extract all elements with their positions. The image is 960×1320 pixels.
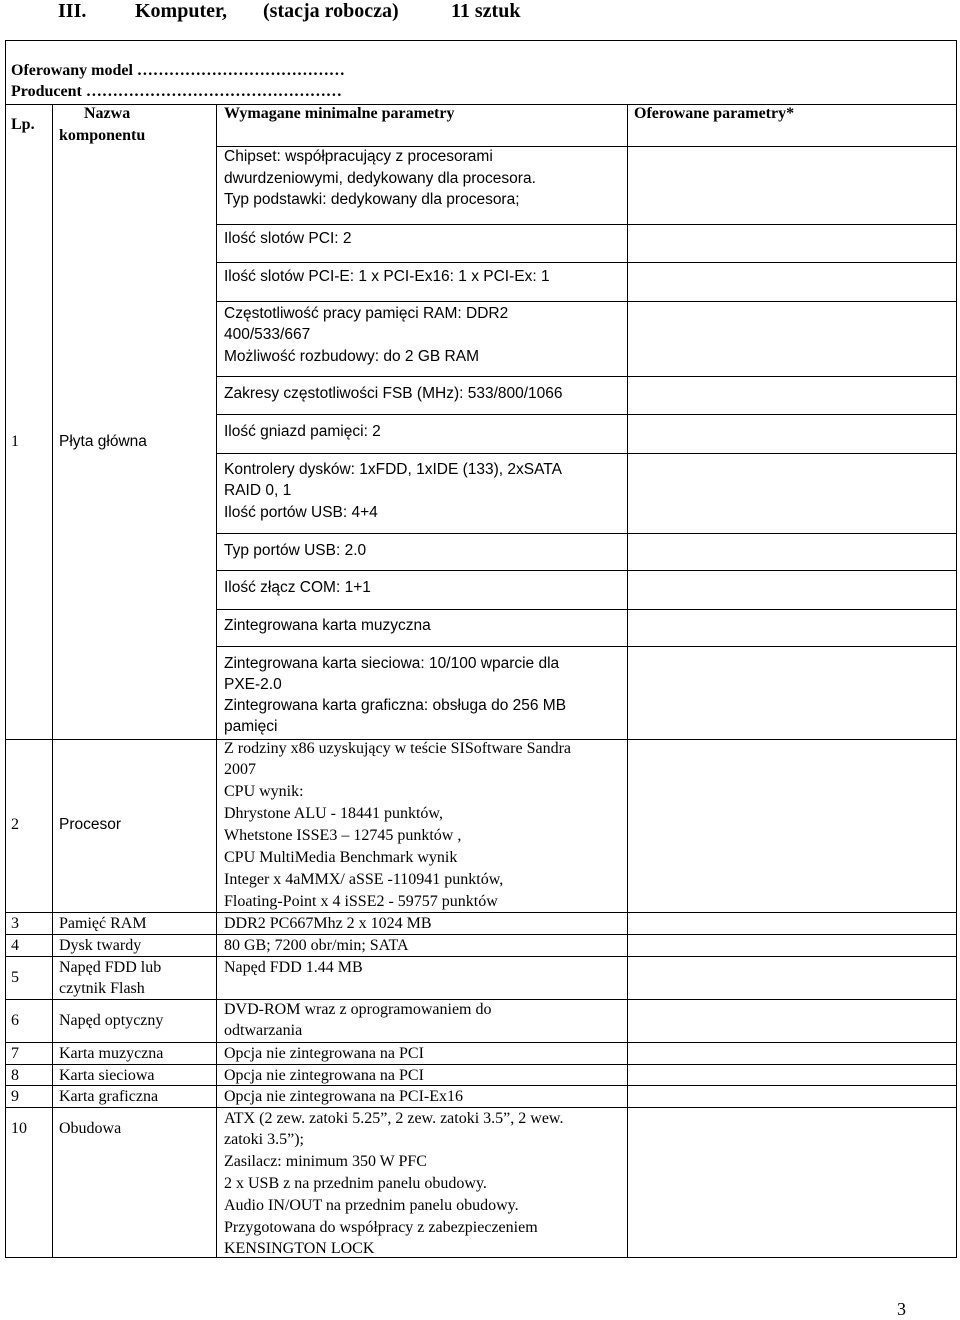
row10-line6: Przygotowana do współpracy z zabezpieczeniem <box>224 1219 538 1236</box>
row5-required: Napęd FDD 1.44 MB <box>224 959 363 976</box>
mb-sep <box>216 533 957 534</box>
mb-name: Płyta główna <box>59 433 147 450</box>
mb-ram-line1: Częstotliwość pracy pamięci RAM: DDR2 <box>224 305 509 322</box>
row7-lp: 7 <box>11 1045 19 1062</box>
row7-required: Opcja nie zintegrowana na PCI <box>224 1045 424 1062</box>
row10-line5: Audio IN/OUT na przednim panelu obudowy. <box>224 1197 519 1214</box>
row6-name: Napęd optyczny <box>59 1012 164 1029</box>
cpu-line4: Dhrystone ALU - 18441 punktów, <box>224 805 443 822</box>
header-top-rule <box>5 104 957 105</box>
cpu-name: Procesor <box>59 816 122 833</box>
row3-lp: 3 <box>11 915 19 932</box>
row8-lp: 8 <box>11 1067 19 1084</box>
row10-line1: ATX (2 zew. zatoki 5.25”, 2 zew. zatoki 3.5”, 2 wew. <box>224 1110 564 1127</box>
header-lp: Lp. <box>11 116 35 133</box>
row10-line4: 2 x USB z na przednim panelu obudowy. <box>224 1175 487 1192</box>
cpu-lp: 2 <box>11 816 19 833</box>
row8-name: Karta sieciowa <box>59 1067 155 1084</box>
header-name-line2: komponentu <box>59 127 146 144</box>
mb-pcie-slots: Ilość slotów PCI-E: 1 x PCI-Ex16: 1 x PCI-Ex: 1 <box>224 268 550 285</box>
cpu-line8: Floating-Point x 4 iSSE2 - 59757 punktów <box>224 893 498 910</box>
mb-network-line1: Zintegrowana karta sieciowa: 10/100 wparcie dla <box>224 655 560 672</box>
cpu-line6: CPU MultiMedia Benchmark wynik <box>224 849 458 866</box>
row8-required: Opcja nie zintegrowana na PCI <box>224 1067 424 1084</box>
mb-memory-slots: Ilość gniazd pamięci: 2 <box>224 423 381 440</box>
row10-lp: 10 <box>11 1120 27 1137</box>
mb-sep <box>216 262 957 263</box>
mb-fsb: Zakresy częstotliwości FSB (MHz): 533/800/1066 <box>224 385 563 402</box>
row9-required: Opcja nie zintegrowana na PCI-Ex16 <box>224 1088 464 1105</box>
mb-sep <box>216 301 957 302</box>
cpu-line7: Integer x 4aMMX/ aSSE -110941 punktów, <box>224 871 504 888</box>
header-required: Wymagane minimalne parametry <box>224 105 455 122</box>
row4-lp: 4 <box>11 937 19 954</box>
mb-audio: Zintegrowana karta muzyczna <box>224 617 431 634</box>
heading-number: III. <box>58 0 87 22</box>
offered-model-line: Oferowany model ………………………………… <box>11 62 345 79</box>
page-number: 3 <box>897 1299 906 1319</box>
row10-line7: KENSINGTON LOCK <box>224 1240 375 1257</box>
header-name-line1: Nazwa <box>84 105 131 122</box>
cpu-line5: Whetstone ISSE3 – 12745 punktów , <box>224 827 462 844</box>
row10-line2: zatoki 3.5”); <box>224 1131 304 1148</box>
row9-lp: 9 <box>11 1088 19 1105</box>
header-offered: Oferowane parametry* <box>634 105 795 122</box>
mb-chipset-line2: dwurdzeniowymi, dedykowany dla procesora. <box>224 170 536 187</box>
mb-expansion: Możliwość rozbudowy: do 2 GB RAM <box>224 348 479 365</box>
mb-socket: Typ podstawki: dedykowany dla procesora; <box>224 191 520 208</box>
cpu-line2: 2007 <box>224 761 256 778</box>
mb-sep <box>216 224 957 225</box>
mb-graphics-line2: pamięci <box>224 718 278 735</box>
mb-lp: 1 <box>11 433 19 450</box>
row6-required-line1: DVD-ROM wraz z oprogramowaniem do <box>224 1001 492 1018</box>
row5-lp: 5 <box>11 969 19 986</box>
heading-subtitle: (stacja robocza) <box>263 0 399 22</box>
mb-network-line2: PXE-2.0 <box>224 676 282 693</box>
row6-lp: 6 <box>11 1012 19 1029</box>
mb-controllers-line2: RAID 0, 1 <box>224 482 292 499</box>
row-sep <box>5 934 957 935</box>
heading-quantity: 11 sztuk <box>451 0 521 22</box>
mb-usb-ports: Ilość portów USB: 4+4 <box>224 504 378 521</box>
mb-usb-type: Typ portów USB: 2.0 <box>224 542 367 559</box>
row10-name: Obudowa <box>59 1120 122 1137</box>
row5-name-line2: czytnik Flash <box>59 980 145 997</box>
row9-name: Karta graficzna <box>59 1088 159 1105</box>
cpu-line3: CPU wynik: <box>224 783 304 800</box>
mb-pci-slots: Ilość slotów PCI: 2 <box>224 230 352 247</box>
row4-name: Dysk twardy <box>59 937 142 954</box>
mb-graphics-line1: Zintegrowana karta graficzna: obsługa do 256 MB <box>224 697 567 714</box>
producer-line: Producent ………………………………………… <box>11 83 342 100</box>
mb-chipset-line1: Chipset: współpracujący z procesorami <box>224 148 493 165</box>
mb-sep <box>216 609 957 610</box>
mb-com-ports: Ilość złącz COM: 1+1 <box>224 579 371 596</box>
mb-sep <box>216 414 957 415</box>
row5-name-line1: Napęd FDD lub <box>59 959 162 976</box>
row4-required: 80 GB; 7200 obr/min; SATA <box>224 937 409 954</box>
row10-line3: Zasilacz: minimum 350 W PFC <box>224 1153 427 1170</box>
mb-sep <box>216 570 957 571</box>
row7-name: Karta muzyczna <box>59 1045 164 1062</box>
heading-title: Komputer, <box>135 0 228 22</box>
mb-sep <box>216 376 957 377</box>
mb-sep <box>216 646 957 647</box>
mb-controllers-line1: Kontrolery dysków: 1xFDD, 1xIDE (133), 2xSATA <box>224 461 562 478</box>
row6-required-line2: odtwarzania <box>224 1022 303 1039</box>
cpu-line1: Z rodziny x86 uzyskujący w teście SISoftware Sandra <box>224 740 572 757</box>
mb-ram-line2: 400/533/667 <box>224 326 311 343</box>
row3-name: Pamięć RAM <box>59 915 147 932</box>
mb-sep <box>216 453 957 454</box>
row3-required: DDR2 PC667Mhz 2 x 1024 MB <box>224 915 432 932</box>
